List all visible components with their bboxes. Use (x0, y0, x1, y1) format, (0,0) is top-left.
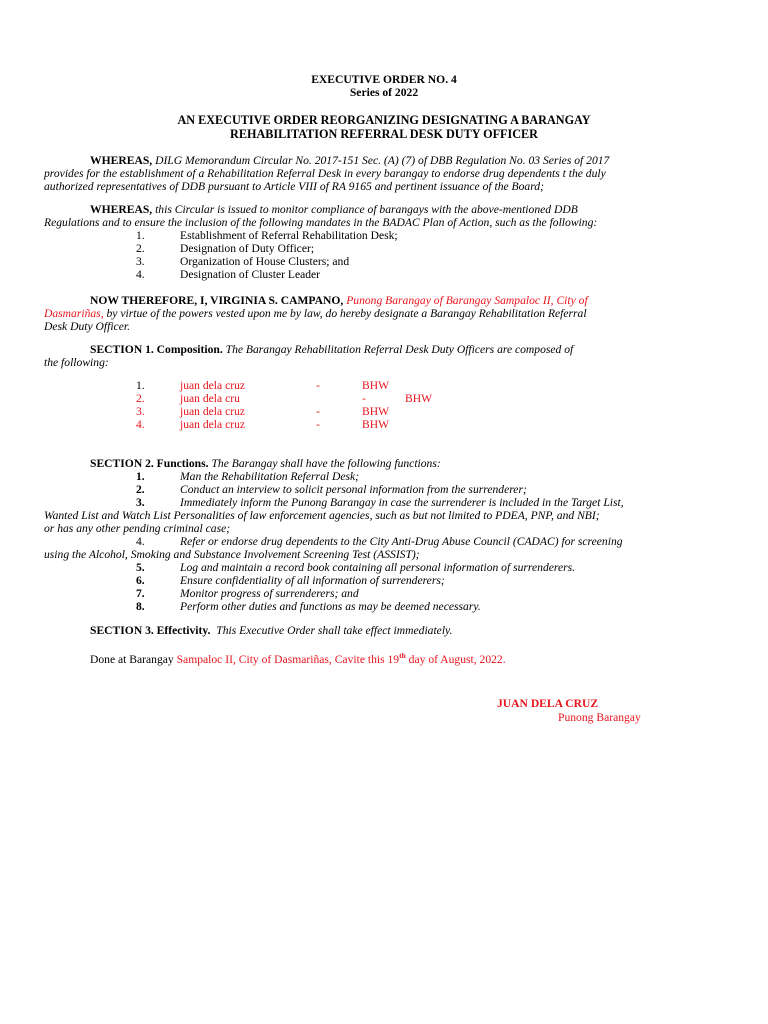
function-number: 8. (136, 600, 145, 613)
list-item (136, 229, 145, 242)
function-text: Monitor progress of surrenderers; and (180, 587, 359, 600)
section3-heading: SECTION 3. Effectivity. (90, 624, 211, 637)
section2-text: The Barangay shall have the following functions: (211, 457, 441, 470)
whereas1-line3: authorized representatives of DDB pursuant to Article VIII of RA 9165 and pertinent issuance of the Board; (44, 180, 544, 193)
member-dash: - (316, 405, 320, 418)
now-therefore-paragraph (44, 294, 720, 333)
function-text: Man the Rehabilitation Referral Desk; (180, 470, 360, 483)
function-text: Ensure confidentiality of all information of surrenderers; (180, 574, 445, 587)
whereas1-line2: provides for the establishment of a Rehabilitation Referral Desk in every barangay to endorse drug dependents t the duly (44, 167, 606, 180)
function-number: 2. (136, 483, 145, 496)
member-role: BHW (405, 392, 433, 405)
list-number: 2. (136, 242, 145, 255)
function-number: 1. (136, 470, 145, 483)
section1-text-2: the following: (44, 356, 109, 369)
whereas-paragraph-1 (44, 154, 720, 193)
list-item (136, 242, 145, 255)
now-therefore-red-2: Dasmariñas, (44, 307, 104, 320)
member-role: BHW (362, 379, 390, 392)
list-number: 4. (136, 268, 145, 281)
whereas-lead: WHEREAS, (90, 154, 153, 167)
function-number: 3. (136, 496, 145, 509)
member-number: 4. (136, 418, 145, 431)
done-at-line (90, 649, 506, 666)
list-item (136, 255, 145, 268)
member-dash: - (316, 418, 320, 431)
function-text-cont: Wanted List and Watch List Personalities of law enforcement agencies, such as but not limited to PDEA, PNP, and NBI; (44, 509, 600, 522)
section3-line (90, 624, 452, 637)
list-item-text: Designation of Cluster Leader (180, 268, 321, 281)
done-month-year: day of August, 2022. (405, 652, 506, 666)
function-text: Refer or endorse drug dependents to the City Anti-Drug Abuse Council (CADAC) for screening (180, 535, 623, 548)
whereas-paragraph-2 (44, 203, 720, 229)
whereas1-line1: DILG Memorandum Circular No. 2017-151 Sec. (A) (7) of DBB Regulation No. 03 Series of 2017 (155, 154, 610, 167)
function-number: 4. (136, 535, 145, 548)
function-text: Perform other duties and functions as may be deemed necessary. (180, 600, 481, 613)
whereas-lead: WHEREAS, (90, 203, 153, 216)
order-series: Series of 2022 (349, 86, 419, 99)
order-subtitle-line1: AN EXECUTIVE ORDER REORGANIZING DESIGNATING A BARANGAY (177, 113, 591, 127)
signatory-name: JUAN DELA CRUZ (497, 697, 599, 710)
order-subtitle-line2: REHABILITATION REFERRAL DESK DUTY OFFICER (230, 127, 538, 141)
whereas2-line1: this Circular is issued to monitor compliance of barangays with the above-mentioned DDB (155, 203, 578, 216)
section1-text-1: The Barangay Rehabilitation Referral Desk Duty Officers are composed of (225, 343, 574, 356)
member-dash: - (316, 379, 320, 392)
list-item-text: Designation of Duty Officer; (180, 242, 315, 255)
member-role: BHW (362, 418, 390, 431)
whereas2-line2: Regulations and to ensure the inclusion of the following mandates in the BADAC Plan of Action, such as the following: (44, 216, 598, 229)
function-text: Immediately inform the Punong Barangay in case the surrenderer is included in the Target List, (180, 496, 624, 509)
function-text: Log and maintain a record book containing all personal information of surrenderers. (180, 561, 576, 574)
list-number: 1. (136, 229, 145, 242)
list-item-text: Establishment of Referral Rehabilitation Desk; (180, 229, 398, 242)
function-text-cont: using the Alcohol, Smoking and Substance Involvement Screening Test (ASSIST); (44, 548, 420, 561)
done-day-suffix: th (399, 651, 406, 660)
order-title: EXECUTIVE ORDER NO. 4 (311, 73, 457, 86)
signatory-title: Punong Barangay (558, 711, 641, 724)
member-name: juan dela cru (180, 392, 240, 405)
member-number: 3. (136, 405, 145, 418)
member-number: 1. (136, 379, 145, 392)
section1-line (90, 343, 573, 356)
list-item-text: Organization of House Clusters; and (180, 255, 350, 268)
section1-heading: SECTION 1. Composition. (90, 343, 223, 356)
function-text: Conduct an interview to solicit personal information from the surrenderer; (180, 483, 527, 496)
member-name: juan dela cruz (180, 379, 246, 392)
member-name: juan dela cruz (180, 405, 246, 418)
now-therefore-rest-1: by virtue of the powers vested upon me by law, do hereby designate a Barangay Rehabilitation Referral (106, 307, 587, 320)
now-therefore-red-1: Punong Barangay of Barangay Sampaloc II, City of (346, 294, 588, 307)
done-place-date: Sampaloc II, City of Dasmariñas, Cavite this 19 (176, 652, 400, 666)
list-item (136, 268, 145, 281)
member-dash: - (362, 392, 366, 405)
function-number: 7. (136, 587, 145, 600)
section2-heading: SECTION 2. Functions. (90, 457, 209, 470)
now-therefore-lead: NOW THEREFORE, I, VIRGINIA S. CAMPANO, (90, 294, 344, 307)
function-text-cont: or has any other pending criminal case; (44, 522, 231, 535)
list-number: 3. (136, 255, 145, 268)
member-role: BHW (362, 405, 390, 418)
member-name: juan dela cruz (180, 418, 246, 431)
function-number: 5. (136, 561, 145, 574)
done-prefix: Done at Barangay (90, 652, 174, 666)
function-number: 6. (136, 574, 145, 587)
now-therefore-rest-2: Desk Duty Officer. (44, 320, 130, 333)
section3-text: This Executive Order shall take effect immediately. (216, 624, 453, 637)
member-number: 2. (136, 392, 145, 405)
section2-line (90, 457, 441, 470)
